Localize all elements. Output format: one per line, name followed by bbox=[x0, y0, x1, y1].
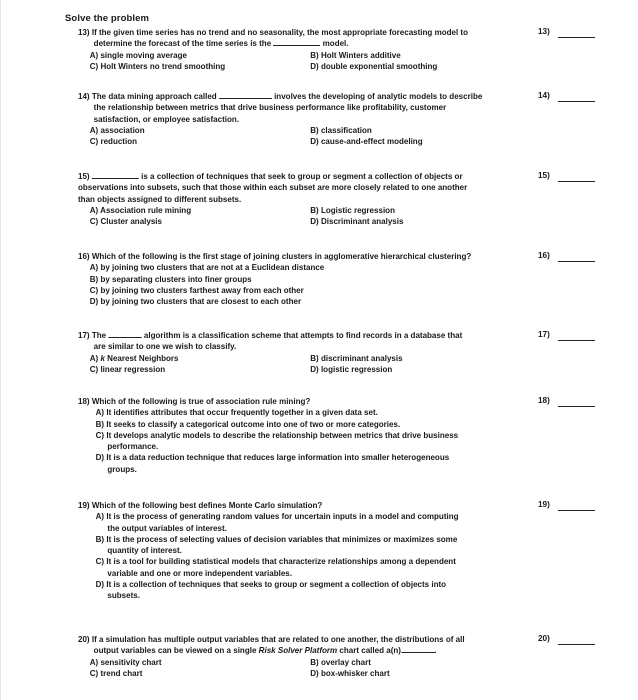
question-stem: The data mining approach called bbox=[91, 92, 217, 101]
question-stem-line: observations into subsets, such that those within each subset are more closely related to one another bbox=[78, 183, 468, 193]
fill-in-blank[interactable] bbox=[92, 171, 139, 179]
answer-line[interactable] bbox=[558, 181, 595, 182]
option-a[interactable]: A) It is the process of generating random values for uncertain inputs in a model and computing the output variables of interest. bbox=[95, 512, 459, 533]
option-c[interactable]: C) It is a tool for building statistical models that characterize relationships among a dependent variable and one or more independent variables. bbox=[95, 557, 456, 578]
answer-number: 19) bbox=[538, 500, 550, 509]
option-d[interactable]: D) It is a collection of techniques that seeks to group or segment a collection of objects into subsets. bbox=[95, 580, 447, 601]
answer-line[interactable] bbox=[558, 340, 595, 341]
option-b[interactable]: B) by separating clusters into finer groups bbox=[89, 274, 252, 284]
question-stem: is a collection of techniques that seek to group or segment a collection of objects or bbox=[141, 172, 463, 181]
answer-number: 13) bbox=[538, 27, 550, 36]
question-stem-line: are similar to one we wish to classify. bbox=[93, 342, 237, 352]
option-b[interactable]: B) Logistic regression bbox=[310, 205, 395, 215]
question-stem-line: model. bbox=[322, 39, 349, 49]
question-number: 17) bbox=[78, 331, 90, 340]
question-number: 16) bbox=[78, 252, 90, 261]
question-number: 18) bbox=[78, 397, 90, 406]
option-c[interactable]: C) reduction bbox=[89, 137, 138, 147]
question-stem: If the given time series has no trend and no seasonality, the most appropriate forecasting model to bbox=[91, 28, 468, 37]
answer-line[interactable] bbox=[558, 37, 595, 38]
option-a[interactable]: A) by joining two clusters that are not at a Euclidean distance bbox=[89, 263, 325, 273]
question-18 bbox=[78, 396, 519, 475]
answer-number: 16) bbox=[538, 251, 550, 260]
question-stem: Which of the following best defines Monte Carlo simulation? bbox=[91, 501, 323, 510]
option-b[interactable]: B) It seeks to classify a categorical outcome into one of two or more categories. bbox=[95, 419, 401, 429]
question-number: 19) bbox=[78, 501, 90, 510]
fill-in-blank[interactable] bbox=[273, 38, 320, 46]
option-c[interactable]: C) trend chart bbox=[89, 668, 143, 678]
question-stem: Which of the following is the first stage of joining clusters in agglomerative hierarchical clustering? bbox=[91, 252, 472, 261]
answer-number: 15) bbox=[538, 171, 550, 180]
option-d[interactable]: D) cause-and-effect modeling bbox=[310, 137, 423, 147]
answer-number: 17) bbox=[538, 330, 550, 339]
question-stem: Which of the following is true of association rule mining? bbox=[91, 397, 311, 406]
option-a[interactable]: A) association bbox=[89, 125, 145, 135]
question-stem: If a simulation has multiple output variables that are related to one another, the distributions of all bbox=[91, 635, 465, 644]
answer-number: 18) bbox=[538, 396, 550, 405]
question-19 bbox=[78, 500, 519, 602]
answer-options bbox=[78, 353, 519, 376]
option-c[interactable]: C) Holt Winters no trend smoothing bbox=[89, 61, 226, 71]
question-15 bbox=[78, 171, 519, 227]
option-d[interactable]: D) box-whisker chart bbox=[310, 668, 390, 678]
question-13 bbox=[78, 27, 519, 72]
answer-line[interactable] bbox=[558, 101, 595, 102]
fill-in-blank[interactable] bbox=[108, 330, 141, 338]
option-c[interactable]: C) linear regression bbox=[89, 364, 166, 374]
option-a[interactable]: A) sensitivity chart bbox=[89, 657, 162, 667]
question-stem-line: chart called a(n) bbox=[339, 646, 401, 656]
fill-in-blank[interactable] bbox=[219, 91, 272, 99]
option-b[interactable]: B) Holt Winters additive bbox=[310, 50, 401, 60]
answer-options bbox=[78, 262, 519, 307]
question-stem-line: the relationship between metrics that drive business performance like profitability, customer bbox=[93, 103, 447, 113]
question-16 bbox=[78, 251, 519, 307]
option-d[interactable]: D) double exponential smoothing bbox=[310, 61, 438, 71]
option-b[interactable]: B) classification bbox=[310, 125, 372, 135]
answer-options bbox=[78, 407, 519, 475]
answer-line[interactable] bbox=[558, 644, 595, 645]
option-c[interactable]: C) by joining two clusters farthest away from each other bbox=[89, 285, 304, 295]
option-a[interactable]: A) It identifies attributes that occur frequently together in a given data set. bbox=[95, 408, 378, 418]
answer-options bbox=[78, 50, 519, 73]
answer-options bbox=[78, 511, 519, 601]
question-stem-line: output variables can be viewed on a single bbox=[93, 646, 257, 656]
fill-in-blank[interactable] bbox=[401, 645, 434, 653]
question-stem: algorithm is a classification scheme that attempts to find records in a database that bbox=[143, 331, 463, 340]
answer-options bbox=[78, 205, 519, 228]
option-d[interactable]: D) Discriminant analysis bbox=[310, 217, 404, 227]
option-b[interactable]: B) discriminant analysis bbox=[310, 353, 403, 363]
question-17 bbox=[78, 330, 519, 375]
question-number: 15) bbox=[78, 172, 90, 181]
question-stem: The bbox=[91, 331, 107, 340]
question-number: 20) bbox=[78, 635, 90, 644]
option-b[interactable]: B) It is the process of selecting values of decision variables that minimizes or maximizes some quantity of interest. bbox=[95, 534, 458, 556]
question-stem-line: than objects assigned to different subsets. bbox=[78, 194, 242, 204]
section-title: Solve the problem bbox=[65, 13, 150, 24]
option-c[interactable]: C) Cluster analysis bbox=[89, 217, 163, 227]
answer-line[interactable] bbox=[558, 406, 595, 407]
product-name: Risk Solver Platform bbox=[258, 646, 338, 656]
question-number: 14) bbox=[78, 92, 90, 101]
option-a[interactable]: A) k Nearest Neighbors bbox=[89, 353, 179, 363]
question-20: 20) If a simulation has multiple output variables that are related to one another, the distributions of all output variables can be viewed on a single Risk Solver Platform chart called a(n) . A) sensitivity chart B) overlay chart C) trend chart D) box-whisker chart bbox=[78, 634, 519, 679]
answer-options bbox=[78, 657, 519, 680]
option-c[interactable]: C) It develops analytic models to describe the relationship between metrics that drive business performance. bbox=[95, 430, 459, 452]
option-b[interactable]: B) overlay chart bbox=[310, 657, 371, 667]
answer-line[interactable] bbox=[558, 510, 595, 511]
option-d[interactable]: D) logistic regression bbox=[310, 364, 393, 374]
question-stem: involves the developing of analytic models to describe bbox=[274, 92, 483, 101]
answer-number: 14) bbox=[538, 91, 550, 100]
answer-line[interactable] bbox=[558, 261, 595, 262]
option-d[interactable]: D) It is a data reduction technique that reduces large information into smaller heterogeneous groups. bbox=[95, 453, 450, 474]
option-d[interactable]: D) by joining two clusters that are closest to each other bbox=[89, 297, 302, 307]
question-number: 13) bbox=[78, 28, 90, 37]
question-stem-line: determine the forecast of the time series is the bbox=[93, 39, 272, 49]
question-stem-line: satisfaction, or employee satisfaction. bbox=[93, 114, 240, 124]
option-a[interactable]: A) Association rule mining bbox=[89, 205, 192, 215]
answer-options bbox=[78, 125, 519, 148]
question-14 bbox=[78, 91, 519, 147]
option-a[interactable]: A) single moving average bbox=[89, 50, 187, 60]
answer-number: 20) bbox=[538, 634, 550, 643]
